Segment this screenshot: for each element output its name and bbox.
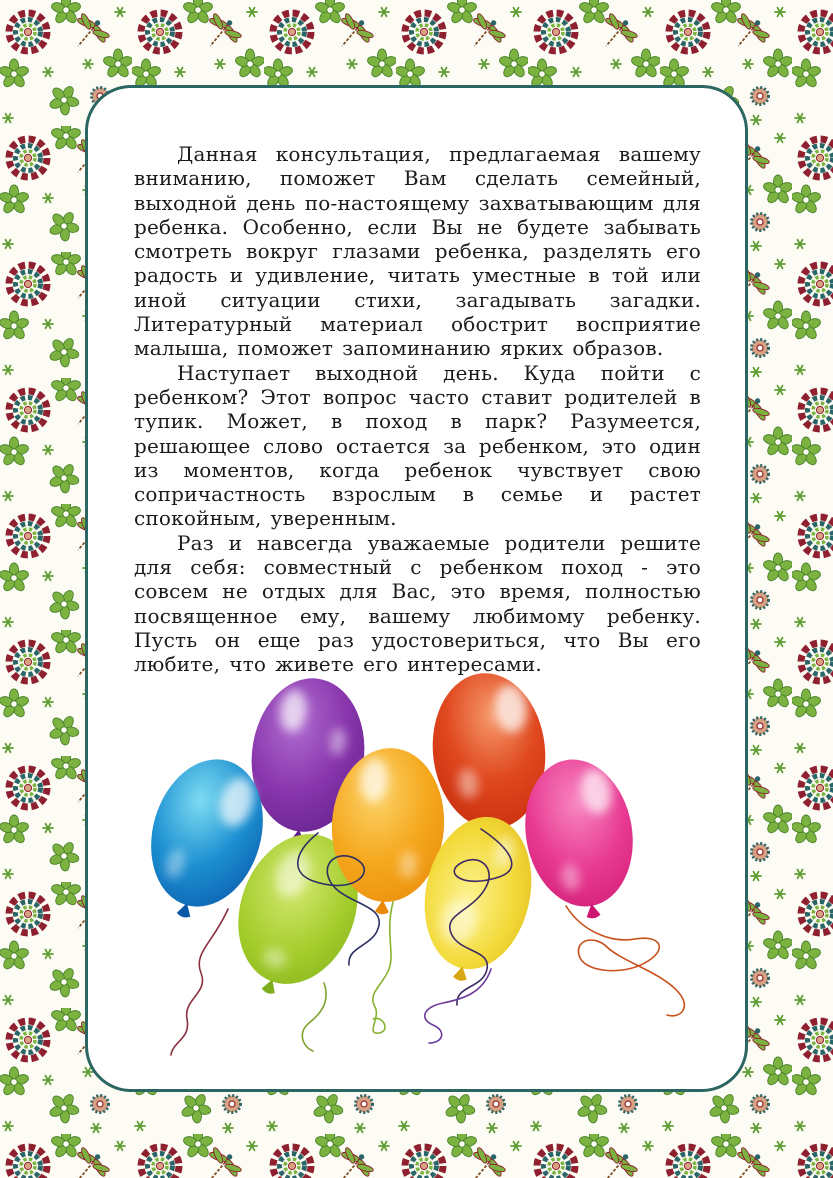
paragraph-3: Раз и навсегда уважаемые родители решите для себя: совместный с ребенком поход - это совсем не отдых для Вас, это время, полностью посвященное ему, вашему любимому ребенку. Пусть он еще раз удостовериться, что Вы его любите, что живете его интересами. [134, 530, 701, 677]
balloons-illustration [143, 663, 723, 1068]
paragraph-1: Данная консультация, предлагаемая вашему вниманию, поможет Вам сделать семейный, выходной день по-настоящему захватывающим для ребенка. Особенно, если Вы не будете забывать смотреть вокруг глазами ребенка, разделять его радость и удивление, читать уместные в той или иной ситуации стихи, загадывать загадки. Литературный материал обострит восприятие малыша, поможет запоминанию ярких образов. [134, 142, 701, 361]
string-orange [373, 902, 393, 1033]
paragraph-2: Наступает выходной день. Куда пойти с ребенком? Этот вопрос часто ставит родителей в тупик. Может, в поход в парк? Разумеется, решающее слово остается за ребенком, это один из моментов, когда ребенок чувствует свою сопричастность взрослым в семье и растет спокойным, уверенным. [134, 360, 701, 531]
string-green [302, 983, 326, 1051]
string-pink [566, 906, 684, 1016]
content-card [85, 85, 748, 1092]
string-blue [171, 909, 228, 1055]
